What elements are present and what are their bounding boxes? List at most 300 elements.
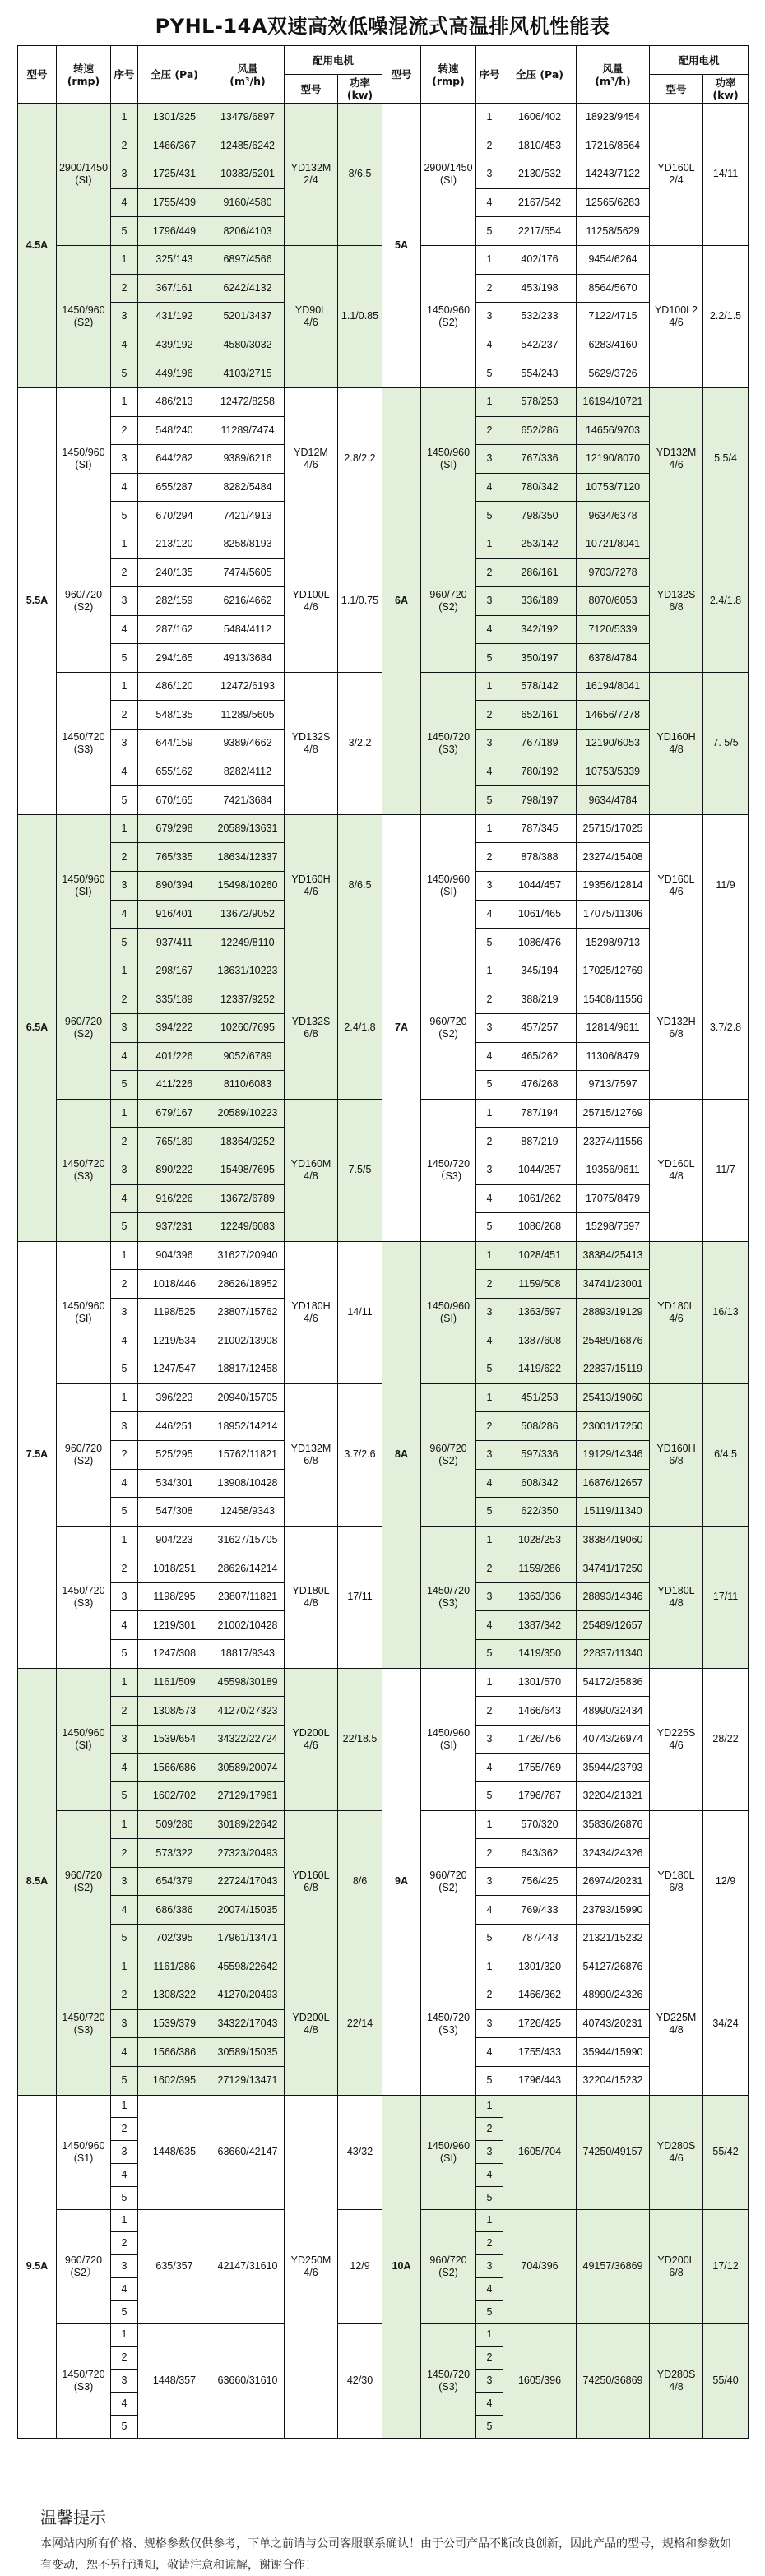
header-airflow: 风量 (m³/h) [577, 46, 650, 104]
seq-cell: 2 [476, 558, 503, 587]
airflow-cell: 5484/4112 [211, 615, 285, 644]
airflow-cell: 12249/6083 [211, 1213, 285, 1242]
airflow-cell: 34741/17250 [577, 1554, 650, 1583]
airflow-cell: 17961/13471 [211, 1925, 285, 1953]
airflow-cell: 6242/4132 [211, 274, 285, 303]
speed-cell: 960/720 (S2） [57, 2209, 111, 2323]
pressure-cell: 578/142 [503, 672, 577, 701]
seq-cell: 1 [476, 2323, 503, 2347]
airflow-cell: 74250/36869 [577, 2323, 650, 2438]
power-cell: 43/32 [338, 2095, 382, 2209]
pressure-cell: 780/342 [503, 473, 577, 502]
seq-cell: 4 [111, 1469, 138, 1498]
speed-cell: 1450/960 (SI) [421, 387, 476, 530]
seq-cell: 4 [476, 758, 503, 786]
airflow-cell: 18817/9343 [211, 1640, 285, 1669]
pressure-cell: 401/226 [138, 1042, 211, 1071]
airflow-cell: 4103/2715 [211, 359, 285, 388]
seq-cell: 4 [111, 1754, 138, 1782]
pressure-cell: 767/336 [503, 445, 577, 474]
speed-cell: 1450/960 (SI) [421, 814, 476, 957]
notice-body: 本网站内所有价格、规格参数仅供参考，下单之前请与公司客服联系确认！由于公司产品不断改良创新，因此产品的型号，规格和参数如有变动，恕不另行通知，敬请注意和谅解，谢谢合作！ [40, 2537, 731, 2572]
power-cell: 55/42 [703, 2095, 749, 2209]
pressure-cell: 890/394 [138, 872, 211, 901]
airflow-cell: 18634/12337 [211, 843, 285, 872]
seq-cell: 5 [111, 2186, 138, 2209]
pressure-cell: 1539/379 [138, 2009, 211, 2038]
airflow-cell: 45598/30189 [211, 1668, 285, 1697]
motor-model-cell: YD100L2 4/6 [650, 245, 703, 387]
fan-model: 5A [382, 104, 421, 388]
pressure-cell: 890/222 [138, 1156, 211, 1184]
seq-cell: 4 [111, 615, 138, 644]
seq-cell: 5 [111, 1355, 138, 1384]
speed-cell: 960/720 (S2) [57, 1810, 111, 1953]
airflow-cell: 14656/7278 [577, 701, 650, 730]
airflow-cell: 9703/7278 [577, 558, 650, 587]
speed-cell: 960/720 (S2) [421, 530, 476, 672]
header-airflow: 风量 (m³/h) [211, 46, 285, 104]
power-cell: 7. 5/5 [703, 672, 749, 814]
table-row [18, 814, 749, 843]
pressure-cell: 608/342 [503, 1469, 577, 1498]
pressure-cell: 253/142 [503, 530, 577, 558]
seq-cell: 2 [111, 2118, 138, 2141]
pressure-cell: 1387/342 [503, 1611, 577, 1640]
seq-cell: 3 [111, 1298, 138, 1327]
pressure-cell: 904/223 [138, 1526, 211, 1554]
motor-model-cell: YD200L 4/8 [285, 1953, 338, 2095]
seq-cell: 1 [476, 2095, 503, 2118]
fan-model: 4.5A [18, 104, 57, 388]
airflow-cell: 16194/8041 [577, 672, 650, 701]
pressure-cell: 1308/573 [138, 1697, 211, 1726]
airflow-cell: 45598/22642 [211, 1953, 285, 1981]
motor-model-cell: YD132M 4/6 [650, 387, 703, 530]
seq-cell: 4 [111, 331, 138, 359]
pressure-cell: 394/222 [138, 1014, 211, 1043]
speed-cell: 1450/720 (S3) [421, 1526, 476, 1668]
seq-cell: 3 [111, 2009, 138, 2038]
pressure-cell: 1466/367 [138, 132, 211, 160]
pressure-cell: 1466/643 [503, 1697, 577, 1726]
fan-model: 8.5A [18, 1668, 57, 2095]
airflow-cell: 15298/7597 [577, 1213, 650, 1242]
airflow-cell: 30589/20074 [211, 1754, 285, 1782]
speed-cell: 960/720 (S2) [57, 1383, 111, 1526]
seq-cell: 2 [476, 416, 503, 445]
pressure-cell: 1810/453 [503, 132, 577, 160]
power-cell: 1.1/0.85 [338, 245, 382, 387]
header-model: 型号 [382, 46, 421, 104]
airflow-cell: 13631/10223 [211, 957, 285, 985]
seq-cell: 3 [111, 1582, 138, 1611]
seq-cell: 4 [476, 1896, 503, 1925]
airflow-cell: 9713/7597 [577, 1071, 650, 1100]
pressure-cell: 525/295 [138, 1440, 211, 1469]
header-pressure: 全压 (Pa) [503, 46, 577, 104]
seq-cell: 5 [476, 1355, 503, 1384]
airflow-cell: 12565/6283 [577, 188, 650, 217]
pressure-cell: 904/396 [138, 1241, 211, 1270]
power-cell: 5.5/4 [703, 387, 749, 530]
seq-cell: 4 [111, 1042, 138, 1071]
motor-model-cell: YD90L 4/6 [285, 245, 338, 387]
pressure-cell: 1605/396 [503, 2323, 577, 2438]
power-cell: 17/11 [338, 1526, 382, 1668]
pressure-cell: 439/192 [138, 331, 211, 359]
airflow-cell: 15498/10260 [211, 872, 285, 901]
header-power: 功率 (kw) [338, 75, 382, 104]
seq-cell: 4 [476, 1754, 503, 1782]
airflow-cell: 19356/12814 [577, 872, 650, 901]
pressure-cell: 240/135 [138, 558, 211, 587]
seq-cell: 2 [476, 132, 503, 160]
seq-cell: 3 [476, 587, 503, 616]
pressure-cell: 887/219 [503, 1128, 577, 1156]
airflow-cell: 10753/5339 [577, 758, 650, 786]
airflow-cell: 18923/9454 [577, 104, 650, 132]
pressure-cell: 1301/320 [503, 1953, 577, 1981]
seq-cell: 3 [476, 2255, 503, 2278]
seq-cell: 5 [476, 1640, 503, 1669]
airflow-cell: 23807/11821 [211, 1582, 285, 1611]
power-cell: 17/12 [703, 2209, 749, 2323]
airflow-cell: 27323/20493 [211, 1839, 285, 1868]
seq-cell: 4 [476, 1469, 503, 1498]
seq-cell: 3 [476, 303, 503, 331]
seq-cell: 1 [476, 1668, 503, 1697]
seq-cell: 4 [111, 2038, 138, 2067]
pressure-cell: 367/161 [138, 274, 211, 303]
motor-model-cell: YD200L 6/8 [650, 2209, 703, 2323]
pressure-cell: 798/197 [503, 786, 577, 815]
pressure-cell: 476/268 [503, 1071, 577, 1100]
pressure-cell: 916/401 [138, 900, 211, 929]
seq-cell: 2 [476, 985, 503, 1014]
pressure-cell: 787/194 [503, 1099, 577, 1128]
power-cell: 3.7/2.6 [338, 1383, 382, 1526]
pressure-cell: 702/395 [138, 1925, 211, 1953]
motor-model-cell: YD132S 6/8 [650, 530, 703, 672]
power-cell: 8/6.5 [338, 104, 382, 246]
pressure-cell: 765/189 [138, 1128, 211, 1156]
table-row [18, 104, 749, 132]
speed-cell: 960/720 (S2) [57, 957, 111, 1099]
power-cell: 28/22 [703, 1668, 749, 1810]
pressure-cell: 654/379 [138, 1867, 211, 1896]
seq-cell: 2 [476, 2118, 503, 2141]
power-cell: 3.7/2.8 [703, 957, 749, 1099]
fan-model: 10A [382, 2095, 421, 2438]
seq-cell: 4 [111, 758, 138, 786]
fan-model: 9.5A [18, 2095, 57, 2438]
speed-cell: 1450/960 (SI) [421, 1668, 476, 1810]
seq-cell: 3 [476, 1440, 503, 1469]
pressure-cell: 1755/769 [503, 1754, 577, 1782]
pressure-cell: 780/192 [503, 758, 577, 786]
motor-model-cell: YD160L 4/6 [650, 814, 703, 957]
seq-cell: 1 [111, 2323, 138, 2347]
seq-cell: 1 [111, 1099, 138, 1128]
seq-cell: 2 [111, 416, 138, 445]
pressure-cell: 573/322 [138, 1839, 211, 1868]
airflow-cell: 20074/15035 [211, 1896, 285, 1925]
airflow-cell: 13479/6897 [211, 104, 285, 132]
seq-cell: 5 [476, 2066, 503, 2095]
airflow-cell: 38384/25413 [577, 1241, 650, 1270]
seq-cell: 2 [476, 1270, 503, 1299]
airflow-cell: 7474/5605 [211, 558, 285, 587]
seq-cell: 1 [111, 530, 138, 558]
pressure-cell: 756/425 [503, 1867, 577, 1896]
airflow-cell: 8070/6053 [577, 587, 650, 616]
seq-cell: 4 [476, 2038, 503, 2067]
seq-cell: 2 [476, 1128, 503, 1156]
pressure-cell: 1198/525 [138, 1298, 211, 1327]
seq-cell: 1 [476, 1099, 503, 1128]
power-cell: 6/4.5 [703, 1383, 749, 1526]
airflow-cell: 28893/14346 [577, 1582, 650, 1611]
pressure-cell: 1726/756 [503, 1725, 577, 1754]
pressure-cell: 1796/787 [503, 1782, 577, 1811]
speed-cell: 1450/960 (SI) [57, 1241, 111, 1383]
airflow-cell: 20589/13631 [211, 814, 285, 843]
seq-cell: 1 [111, 245, 138, 274]
speed-cell: 2900/1450 (SI) [57, 104, 111, 246]
seq-cell: 2 [111, 2347, 138, 2370]
seq-cell: 3 [476, 160, 503, 189]
header-seq: 序号 [476, 46, 503, 104]
seq-cell: 4 [476, 2392, 503, 2415]
seq-cell: 1 [476, 1810, 503, 1839]
pressure-cell: 1301/325 [138, 104, 211, 132]
motor-model-cell: YD280S 4/6 [650, 2095, 703, 2209]
speed-cell: 960/720 (S2) [421, 1383, 476, 1526]
airflow-cell: 30189/22642 [211, 1810, 285, 1839]
airflow-cell: 4580/3032 [211, 331, 285, 359]
header-motor: 配用电机 [285, 46, 382, 75]
airflow-cell: 6378/4784 [577, 644, 650, 673]
header-model: 型号 [18, 46, 57, 104]
seq-cell: 5 [111, 502, 138, 530]
pressure-cell: 1044/257 [503, 1156, 577, 1184]
pressure-cell: 767/189 [503, 730, 577, 758]
seq-cell: 5 [476, 1213, 503, 1242]
speed-cell: 960/720 (S2) [57, 530, 111, 672]
seq-cell: 5 [111, 2066, 138, 2095]
speed-cell: 1450/960 (S2) [421, 245, 476, 387]
pressure-cell: 509/286 [138, 1810, 211, 1839]
seq-cell: 1 [111, 672, 138, 701]
motor-model-cell: YD160L 2/4 [650, 104, 703, 246]
speed-cell: 1450/960 (SI) [57, 814, 111, 957]
pressure-cell: 1602/395 [138, 2066, 211, 2095]
pressure-cell: 652/161 [503, 701, 577, 730]
seq-cell: 3 [111, 1867, 138, 1896]
seq-cell: 4 [476, 1184, 503, 1213]
airflow-cell: 34322/22724 [211, 1725, 285, 1754]
seq-cell: 3 [476, 1582, 503, 1611]
motor-model-cell: YD180L 4/6 [650, 1241, 703, 1383]
power-cell: 8/6.5 [338, 814, 382, 957]
airflow-cell: 15298/9713 [577, 929, 650, 957]
pressure-cell: 670/294 [138, 502, 211, 530]
airflow-cell: 12190/6053 [577, 730, 650, 758]
airflow-cell: 21321/15232 [577, 1925, 650, 1953]
seq-cell: 1 [111, 1526, 138, 1554]
pressure-cell: 449/196 [138, 359, 211, 388]
airflow-cell: 28626/14214 [211, 1554, 285, 1583]
speed-cell: 1450/960 (SI) [421, 1241, 476, 1383]
seq-cell: 3 [476, 1867, 503, 1896]
airflow-cell: 11306/8479 [577, 1042, 650, 1071]
seq-cell: 4 [111, 2163, 138, 2186]
pressure-cell: 1755/439 [138, 188, 211, 217]
seq-cell: 5 [111, 1925, 138, 1953]
motor-model-cell: YD180H 4/6 [285, 1241, 338, 1383]
seq-cell: 2 [476, 1412, 503, 1441]
motor-model-cell: YD180L 4/8 [650, 1526, 703, 1668]
pressure-cell: 282/159 [138, 587, 211, 616]
airflow-cell: 40743/26974 [577, 1725, 650, 1754]
header-motor-model: 型号 [285, 75, 338, 104]
airflow-cell: 17025/12769 [577, 957, 650, 985]
power-cell: 11/7 [703, 1099, 749, 1241]
header-pressure: 全压 (Pa) [138, 46, 211, 104]
power-cell: 1.1/0.75 [338, 530, 382, 672]
seq-cell: 4 [476, 2277, 503, 2300]
seq-cell: 5 [476, 929, 503, 957]
airflow-cell: 8110/6083 [211, 1071, 285, 1100]
pressure-cell: 1198/295 [138, 1582, 211, 1611]
pressure-cell: 1726/425 [503, 2009, 577, 2038]
seq-cell: 3 [476, 1725, 503, 1754]
airflow-cell: 23793/15990 [577, 1896, 650, 1925]
pressure-cell: 1566/686 [138, 1754, 211, 1782]
pressure-cell: 1018/446 [138, 1270, 211, 1299]
seq-cell: 2 [476, 1554, 503, 1583]
speed-cell: 1450/960 (S2) [57, 245, 111, 387]
airflow-cell: 6283/4160 [577, 331, 650, 359]
airflow-cell: 34741/23001 [577, 1270, 650, 1299]
airflow-cell: 12485/6242 [211, 132, 285, 160]
pressure-cell: 1301/570 [503, 1668, 577, 1697]
seq-cell: 2 [111, 274, 138, 303]
seq-cell: 3 [111, 2141, 138, 2164]
power-cell: 2.4/1.8 [338, 957, 382, 1099]
seq-cell: 5 [111, 2415, 138, 2438]
power-cell: 42/30 [338, 2323, 382, 2438]
seq-cell: 5 [111, 2300, 138, 2323]
seq-cell: 2 [476, 1839, 503, 1868]
airflow-cell: 31627/20940 [211, 1241, 285, 1270]
header-motor-model: 型号 [650, 75, 703, 104]
airflow-cell: 9389/6216 [211, 445, 285, 474]
motor-model-cell: YD160L 6/8 [285, 1810, 338, 1953]
motor-model-cell: YD132S 6/8 [285, 957, 338, 1099]
seq-cell: 3 [111, 872, 138, 901]
airflow-cell: 12337/9252 [211, 985, 285, 1014]
airflow-cell: 9160/4580 [211, 188, 285, 217]
pressure-cell: 396/223 [138, 1383, 211, 1412]
speed-cell: 1450/720 (S3) [57, 672, 111, 814]
airflow-cell: 32434/24326 [577, 1839, 650, 1868]
airflow-cell: 11258/5629 [577, 217, 650, 246]
seq-cell: 3 [476, 1298, 503, 1327]
fan-model: 5.5A [18, 387, 57, 814]
pressure-cell: 548/240 [138, 416, 211, 445]
seq-cell: 5 [476, 786, 503, 815]
pressure-cell: 1387/608 [503, 1327, 577, 1355]
pressure-cell: 1018/251 [138, 1554, 211, 1583]
motor-model-cell: YD160H 4/8 [650, 672, 703, 814]
table-row [18, 387, 749, 416]
airflow-cell: 49157/36869 [577, 2209, 650, 2323]
pressure-cell: 1725/431 [138, 160, 211, 189]
pressure-cell: 388/219 [503, 985, 577, 1014]
pressure-cell: 652/286 [503, 416, 577, 445]
airflow-cell: 31627/15705 [211, 1526, 285, 1554]
seq-cell: 2 [476, 701, 503, 730]
seq-cell: 2 [111, 1128, 138, 1156]
speed-cell: 1450/720 (S3) [57, 2323, 111, 2438]
airflow-cell: 15498/7695 [211, 1156, 285, 1184]
pressure-cell: 644/282 [138, 445, 211, 474]
airflow-cell: 16876/12657 [577, 1469, 650, 1498]
pressure-cell: 457/257 [503, 1014, 577, 1043]
seq-cell: 3 [111, 587, 138, 616]
seq-cell: 3 [111, 730, 138, 758]
seq-cell: 1 [476, 814, 503, 843]
seq-cell: 2 [476, 2232, 503, 2255]
airflow-cell: 22724/17043 [211, 1867, 285, 1896]
airflow-cell: 26974/20231 [577, 1867, 650, 1896]
pressure-cell: 1086/268 [503, 1213, 577, 1242]
motor-model-cell: YD132H 6/8 [650, 957, 703, 1099]
pressure-cell: 286/161 [503, 558, 577, 587]
pressure-cell: 298/167 [138, 957, 211, 985]
airflow-cell: 34322/17043 [211, 2009, 285, 2038]
airflow-cell: 7122/4715 [577, 303, 650, 331]
speed-cell: 1450/720 (S3) [421, 1953, 476, 2095]
airflow-cell: 18952/14214 [211, 1412, 285, 1441]
seq-cell: 4 [476, 900, 503, 929]
seq-cell: 2 [111, 1697, 138, 1726]
table-header [18, 46, 749, 104]
motor-model-cell: YD12M 4/6 [285, 387, 338, 530]
airflow-cell: 12814/9611 [577, 1014, 650, 1043]
seq-cell: 4 [476, 1327, 503, 1355]
airflow-cell: 42147/31610 [211, 2209, 285, 2323]
motor-model-cell: YD160L 4/8 [650, 1099, 703, 1241]
airflow-cell: 25489/12657 [577, 1611, 650, 1640]
seq-cell: 5 [111, 217, 138, 246]
pressure-cell: 655/287 [138, 473, 211, 502]
speed-cell: 960/720 (S2) [421, 1810, 476, 1953]
airflow-cell: 9454/6264 [577, 245, 650, 274]
speed-cell: 1450/720 (S3) [421, 672, 476, 814]
seq-cell: 5 [476, 644, 503, 673]
seq-cell: 3 [111, 445, 138, 474]
power-cell: 17/11 [703, 1526, 749, 1668]
seq-cell: 1 [476, 1953, 503, 1981]
pressure-cell: 570/320 [503, 1810, 577, 1839]
airflow-cell: 5201/3437 [211, 303, 285, 331]
seq-cell: 4 [476, 1611, 503, 1640]
power-cell: 11/9 [703, 814, 749, 957]
pressure-cell: 644/159 [138, 730, 211, 758]
